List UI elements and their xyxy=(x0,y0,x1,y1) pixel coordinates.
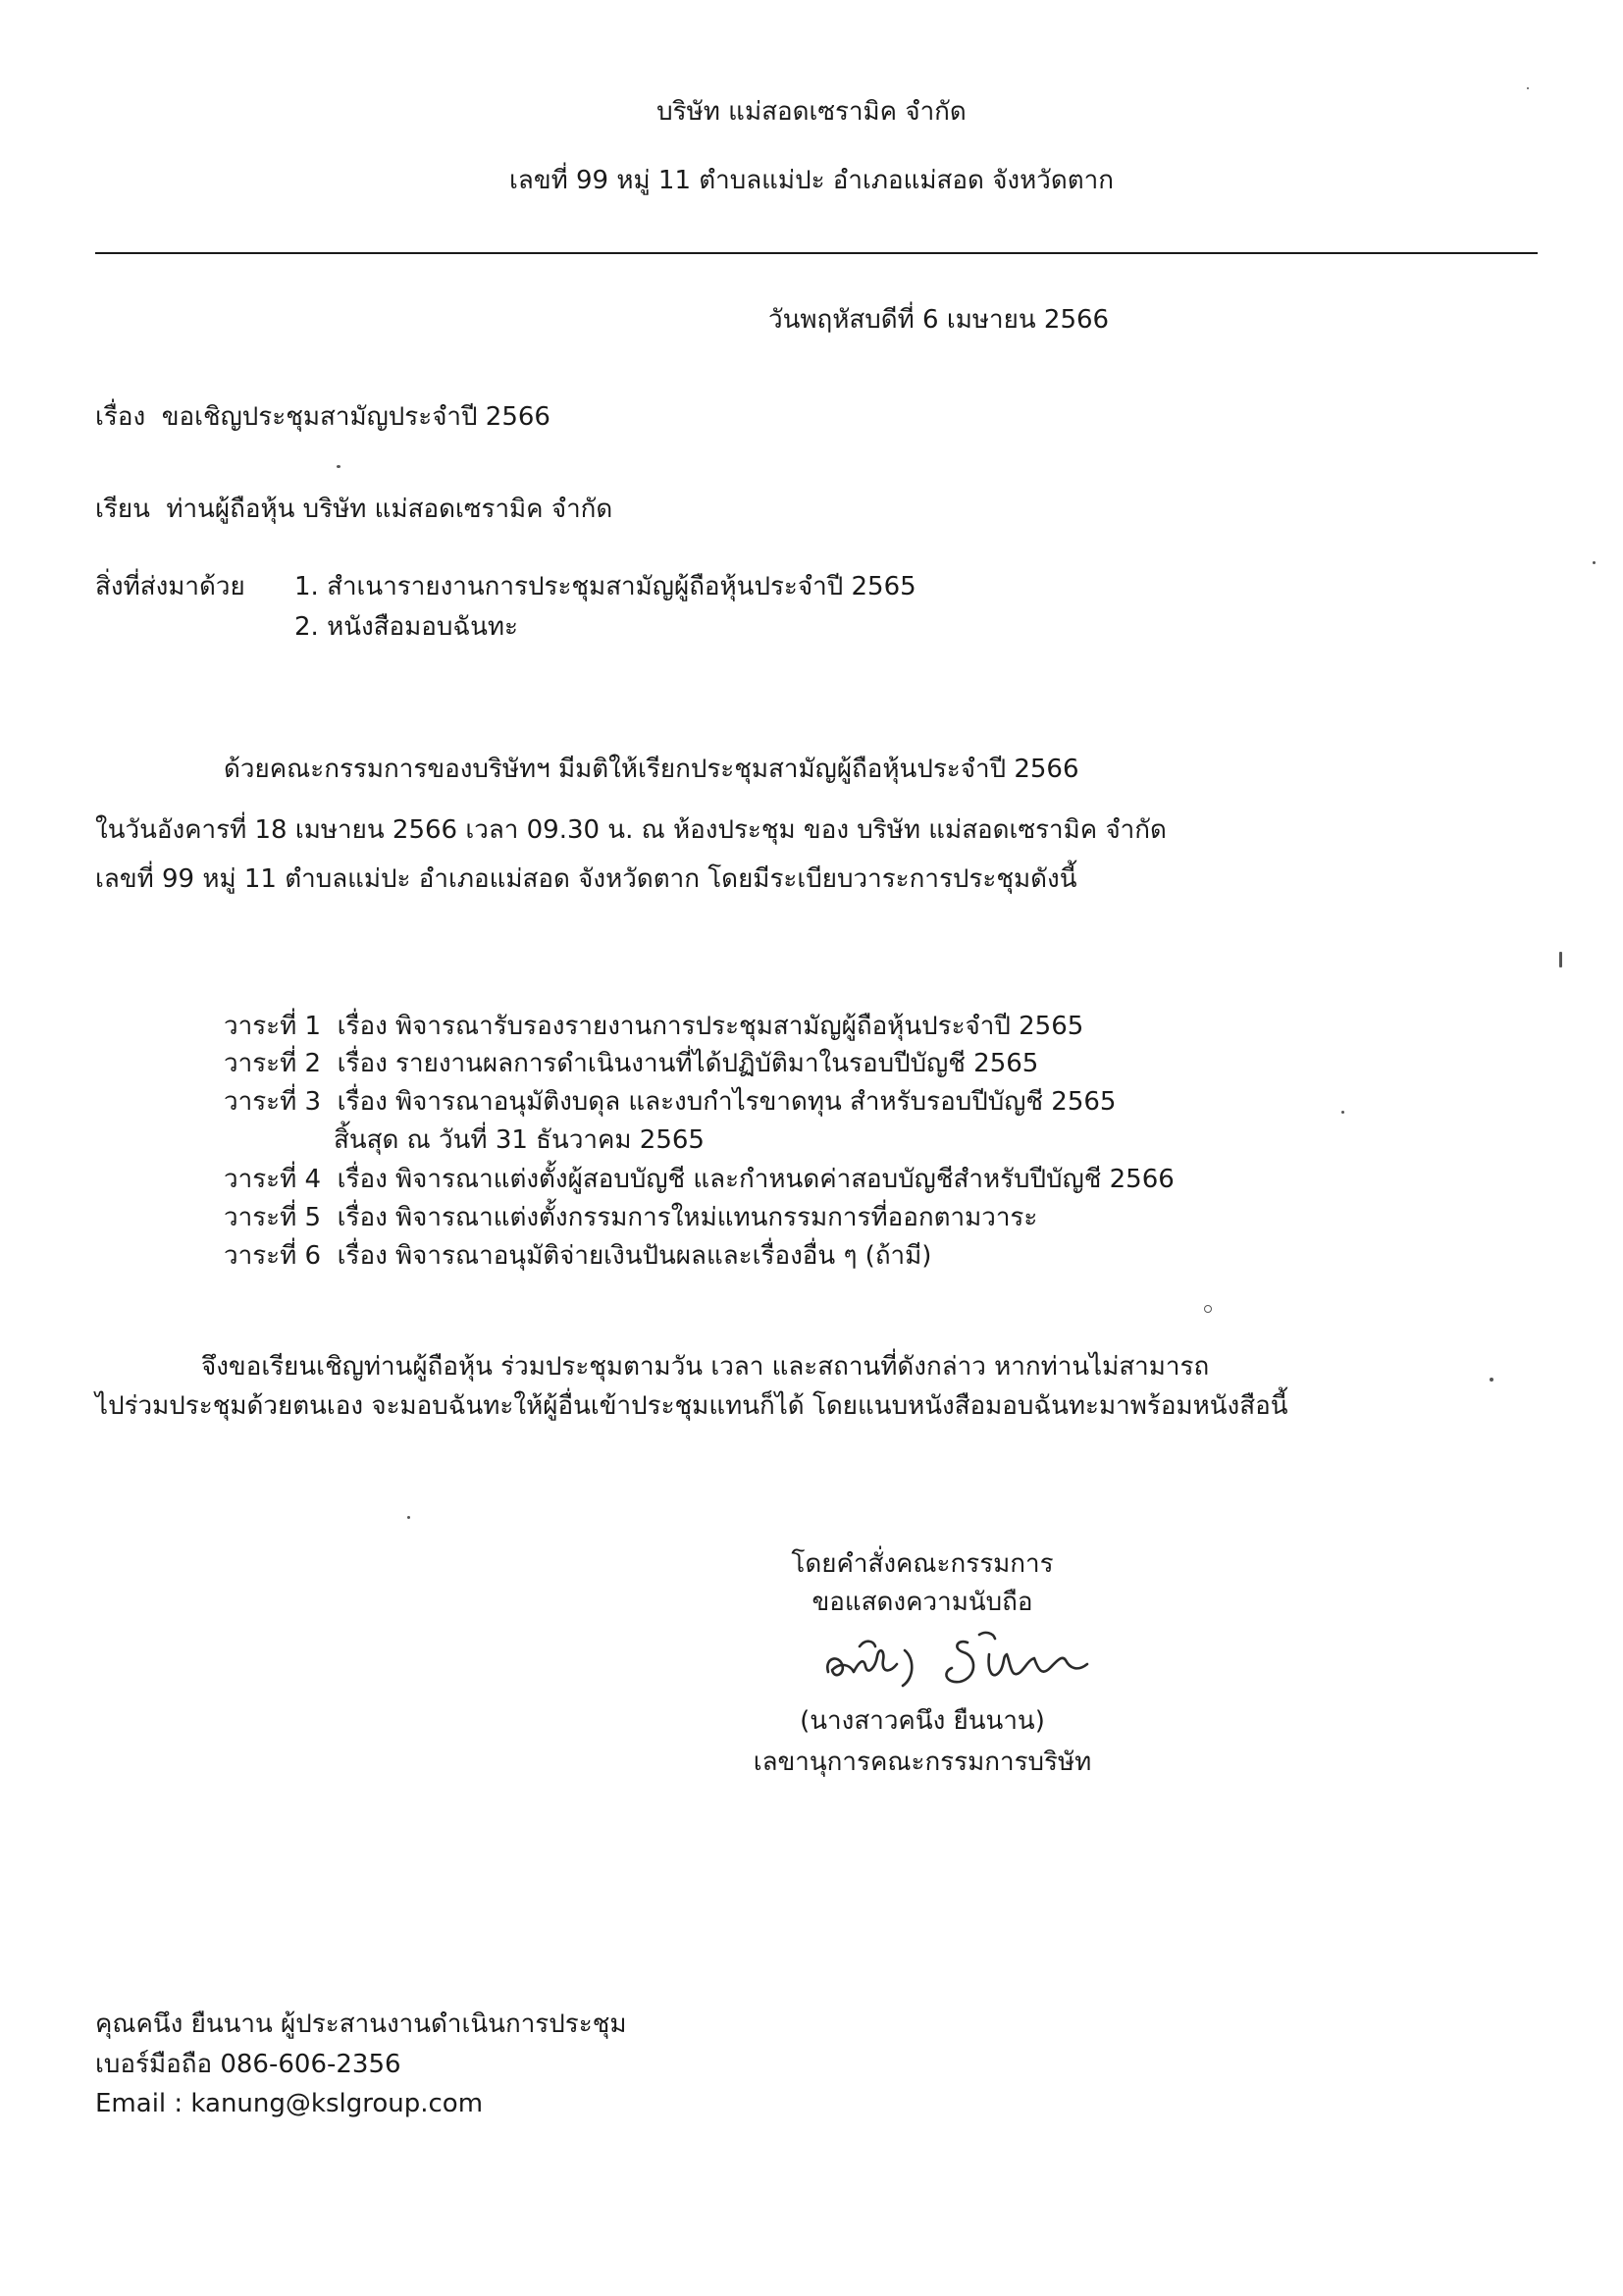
agenda-label: วาระที่ 6 xyxy=(224,1241,322,1271)
body-line: จึงขอเรียนเชิญท่านผู้ถือหุ้น ร่วมประชุมตามวัน เวลา และสถานที่ดังกล่าว หากท่านไม่สามารถ xyxy=(201,1352,1210,1382)
subject-line xyxy=(95,404,550,430)
agenda-text: เรื่อง รายงานผลการดำเนินงานที่ได้ปฏิบัติมาในรอบปีบัญชี 2565 xyxy=(337,1049,1039,1078)
agenda-text: เรื่อง พิจารณาแต่งตั้งกรรมการใหม่แทนกรรมการที่ออกตามวาระ xyxy=(337,1203,1038,1232)
recipient-text: ท่านผู้ถือหุ้น บริษัท แม่สอดเซรามิค จำกัด xyxy=(166,495,613,524)
enclosure-item: 2. หนังสือมอบฉันทะ xyxy=(294,612,519,642)
agenda-item xyxy=(224,1014,1083,1039)
by-order-line: โดยคำสั่งคณะกรรมการ xyxy=(791,1549,1054,1579)
signatory-position: เลขานุการคณะกรรมการบริษัท xyxy=(753,1748,1092,1777)
scan-speck xyxy=(1204,1305,1212,1313)
body-line: ไปร่วมประชุมด้วยตนเอง จะมอบฉันทะให้ผู้อื่นเข้าประชุมแทนก็ได้ โดยแนบหนังสือมอบฉันทะมาพร้อมหนังสือนี้ xyxy=(95,1391,1288,1421)
header-divider xyxy=(95,252,1538,254)
agenda-text: เรื่อง พิจารณาแต่งตั้งผู้สอบบัญชี และกำหนดค่าสอบบัญชีสำหรับปีบัญชี 2566 xyxy=(337,1165,1175,1194)
enclosure-item: 1. สำเนารายงานการประชุมสามัญผู้ถือหุ้นประจำปี 2565 xyxy=(294,572,916,601)
scan-speck xyxy=(1593,561,1596,564)
regards-line: ขอแสดงความนับถือ xyxy=(812,1588,1033,1617)
recipient-line xyxy=(95,496,612,522)
recipient-label: เรียน xyxy=(95,495,150,524)
agenda-item xyxy=(224,1205,1037,1230)
agenda-label: วาระที่ 5 xyxy=(224,1203,322,1232)
company-address: เลขที่ 99 หมู่ 11 ตำบลแม่ปะ อำเภอแม่สอด จังหวัดตาก xyxy=(509,166,1114,195)
agenda-label: วาระที่ 1 xyxy=(224,1012,322,1041)
body-line: ด้วยคณะกรรมการของบริษัทฯ มีมติให้เรียกประชุมสามัญผู้ถือหุ้นประจำปี 2566 xyxy=(224,755,1079,784)
contact-coordinator: คุณคนึง ยืนนาน ผู้ประสานงานดำเนินการประชุม xyxy=(95,2009,627,2039)
agenda-text: เรื่อง พิจารณารับรองรายงานการประชุมสามัญผู้ถือหุ้นประจำปี 2565 xyxy=(337,1012,1084,1041)
agenda-item xyxy=(224,1051,1038,1076)
agenda-item xyxy=(224,1089,1116,1115)
subject-text: ขอเชิญประชุมสามัญประจำปี 2566 xyxy=(161,402,550,432)
agenda-text: เรื่อง พิจารณาอนุมัติจ่ายเงินปันผลและเรื่องอื่น ๆ (ถ้ามี) xyxy=(337,1241,932,1271)
agenda-label: วาระที่ 2 xyxy=(224,1049,322,1078)
body-line: ในวันอังคารที่ 18 เมษายน 2566 เวลา 09.30 น. ณ ห้องประชุม ของ บริษัท แม่สอดเซรามิค จำกัด xyxy=(95,815,1167,845)
company-name: บริษัท แม่สอดเซรามิค จำกัด xyxy=(656,97,967,127)
scan-speck xyxy=(1341,1111,1344,1114)
enclosures-label: สิ่งที่ส่งมาด้วย xyxy=(95,572,245,601)
handwritten-signature xyxy=(820,1621,1144,1697)
agenda-item-continuation xyxy=(334,1127,705,1153)
agenda-text: สิ้นสุด ณ วันที่ 31 ธันวาคม 2565 xyxy=(334,1125,705,1155)
letter-date: วันพฤหัสบดีที่ 6 เมษายน 2566 xyxy=(768,305,1110,335)
scan-speck xyxy=(1559,952,1562,967)
agenda-label: วาระที่ 3 xyxy=(224,1087,322,1117)
signatory-name: (นางสาวคนึง ยืนนาน) xyxy=(800,1706,1045,1736)
contact-email: Email : kanung@kslgroup.com xyxy=(95,2089,484,2118)
agenda-item xyxy=(224,1243,931,1269)
scan-speck xyxy=(1490,1378,1493,1382)
scan-speck xyxy=(337,465,340,468)
agenda-item xyxy=(224,1167,1175,1192)
body-line: เลขที่ 99 หมู่ 11 ตำบลแม่ปะ อำเภอแม่สอด จังหวัดตาก โดยมีระเบียบวาระการประชุมดังนี้ xyxy=(95,864,1077,894)
agenda-label: วาระที่ 4 xyxy=(224,1165,322,1194)
scan-speck xyxy=(1527,87,1529,89)
agenda-text: เรื่อง พิจารณาอนุมัติงบดุล และงบกำไรขาดทุน สำหรับรอบปีบัญชี 2565 xyxy=(337,1087,1117,1117)
contact-mobile: เบอร์มือถือ 086-606-2356 xyxy=(95,2050,401,2079)
subject-label: เรื่อง xyxy=(95,402,146,432)
scan-speck xyxy=(407,1516,410,1519)
